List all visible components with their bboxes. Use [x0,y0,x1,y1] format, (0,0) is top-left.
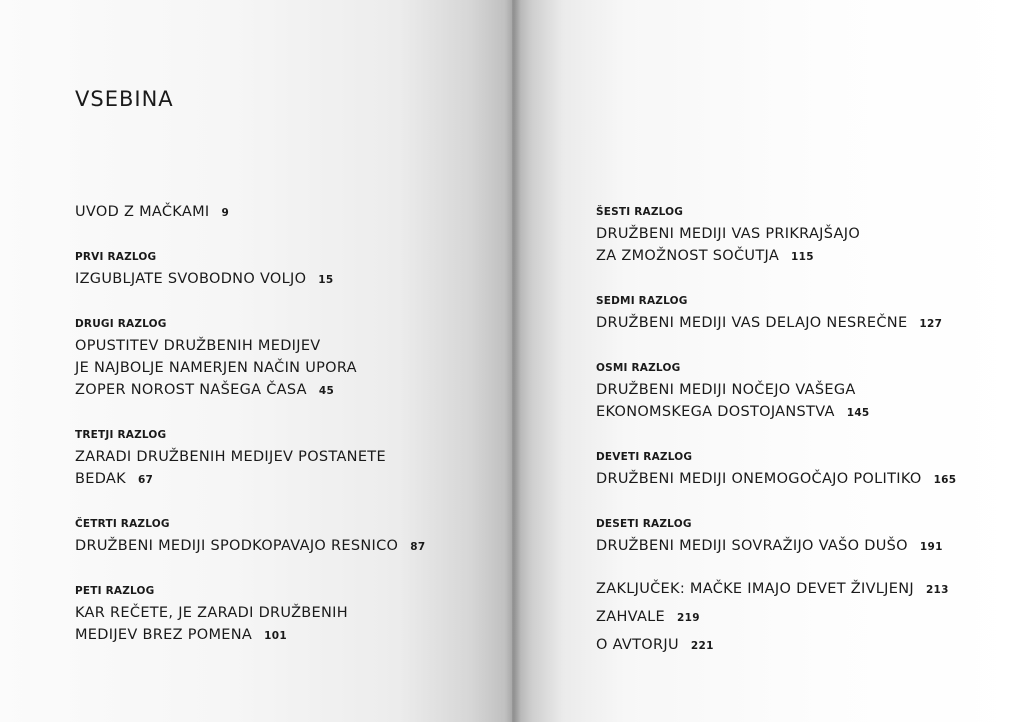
reason-label: TRETJI RAZLOG [75,429,167,441]
reason-label: DESETI RAZLOG [596,518,692,530]
toc-title-line: ZARADI DRUŽBENIH MEDIJEV POSTANETE [75,449,386,465]
page-number: 213 [925,584,949,596]
page-number: 101 [264,630,287,642]
page-number: 221 [690,640,714,652]
toc-title: EKONOMSKEGA DOSTOJANSTVA [596,404,835,420]
toc-title-line: KAR REČETE, JE ZARADI DRUŽBENIH [75,605,348,621]
toc-entry [596,205,1016,268]
toc-title: DRUŽBENI MEDIJI SPODKOPAVAJO RESNICO [75,538,399,554]
toc-title-line: JE NAJBOLJE NAMERJEN NAČIN UPORA [75,360,357,376]
reason-label: PETI RAZLOG [75,585,155,597]
toc-title-line [596,634,1016,657]
toc-title-line [75,268,495,291]
toc-title: DRUŽBENI MEDIJI SOVRAŽIJO VAŠO DUŠO [596,538,908,554]
toc-title-line [596,578,1016,601]
toc-entry [596,450,1016,491]
toc-title-line [596,401,1016,424]
toc-entry [596,578,1016,601]
toc-entry [596,634,1016,657]
reason-label: ČETRTI RAZLOG [75,518,170,530]
toc-title: ZA ZMOŽNOST SOČUTJA [596,248,780,264]
toc-title-line [596,312,1016,335]
toc-entry [596,606,1016,629]
page-number: 145 [846,407,870,419]
page-number: 45 [318,385,335,397]
toc-title-line: OPUSTITEV DRUŽBENIH MEDIJEV [75,338,321,354]
reason-label: OSMI RAZLOG [596,362,681,374]
toc-entry [75,201,495,224]
toc-title: MEDIJEV BREZ POMENA [75,627,253,643]
toc-title-line [596,606,1016,629]
toc-title-line [596,535,1016,558]
toc-title-line [75,468,495,491]
toc-title-line [596,245,1016,268]
toc-title-line: DRUŽBENI MEDIJI VAS PRIKRAJŠAJO [596,226,861,242]
toc-title: BEDAK [75,471,126,487]
toc-title: O AVTORJU [596,637,679,653]
page-number: 191 [919,541,943,553]
toc-entry [596,517,1016,558]
toc-title: IZGUBLJATE SVOBODNO VOLJO [75,271,307,287]
toc-title: UVOD Z MAČKAMI [75,204,210,220]
toc-title-line [596,468,1016,491]
reason-label: SEDMI RAZLOG [596,295,688,307]
toc-entry [596,294,1016,335]
reason-label: PRVI RAZLOG [75,251,157,263]
toc-title: ZAHVALE [596,609,666,625]
reason-label: DRUGI RAZLOG [75,318,167,330]
page-number: 87 [410,541,426,553]
toc-entry [75,428,495,491]
toc-title: ZOPER NOROST NAŠEGA ČASA [75,382,307,398]
page-number: 115 [791,251,814,263]
toc-title-line [75,201,495,224]
toc-entry [75,250,495,291]
toc-title-line: DRUŽBENI MEDIJI NOČEJO VAŠEGA [596,382,856,398]
toc-title: DRUŽBENI MEDIJI VAS DELAJO NESREČNE [596,315,908,331]
toc-title-line [75,535,495,558]
page-number: 219 [677,612,700,624]
reason-label: DEVETI RAZLOG [596,451,693,463]
book-gutter [505,0,521,722]
toc-entry [75,517,495,558]
page-number: 67 [137,474,154,486]
page-number: 15 [318,274,334,286]
toc-title: ZAKLJUČEK: MAČKE IMAJO DEVET ŽIVLJENJ [596,581,914,597]
toc-entry [596,361,1016,424]
reason-label: ŠESTI RAZLOG [596,206,684,218]
page-title: VSEBINA [75,87,174,111]
toc-title-line [75,379,495,402]
page-number: 127 [919,318,943,330]
page-number: 9 [221,207,230,219]
toc-title-line [75,624,495,647]
toc-title: DRUŽBENI MEDIJI ONEMOGOČAJO POLITIKO [596,471,922,487]
toc-entry [75,584,495,647]
page-number: 165 [933,474,957,486]
toc-entry [75,317,495,402]
